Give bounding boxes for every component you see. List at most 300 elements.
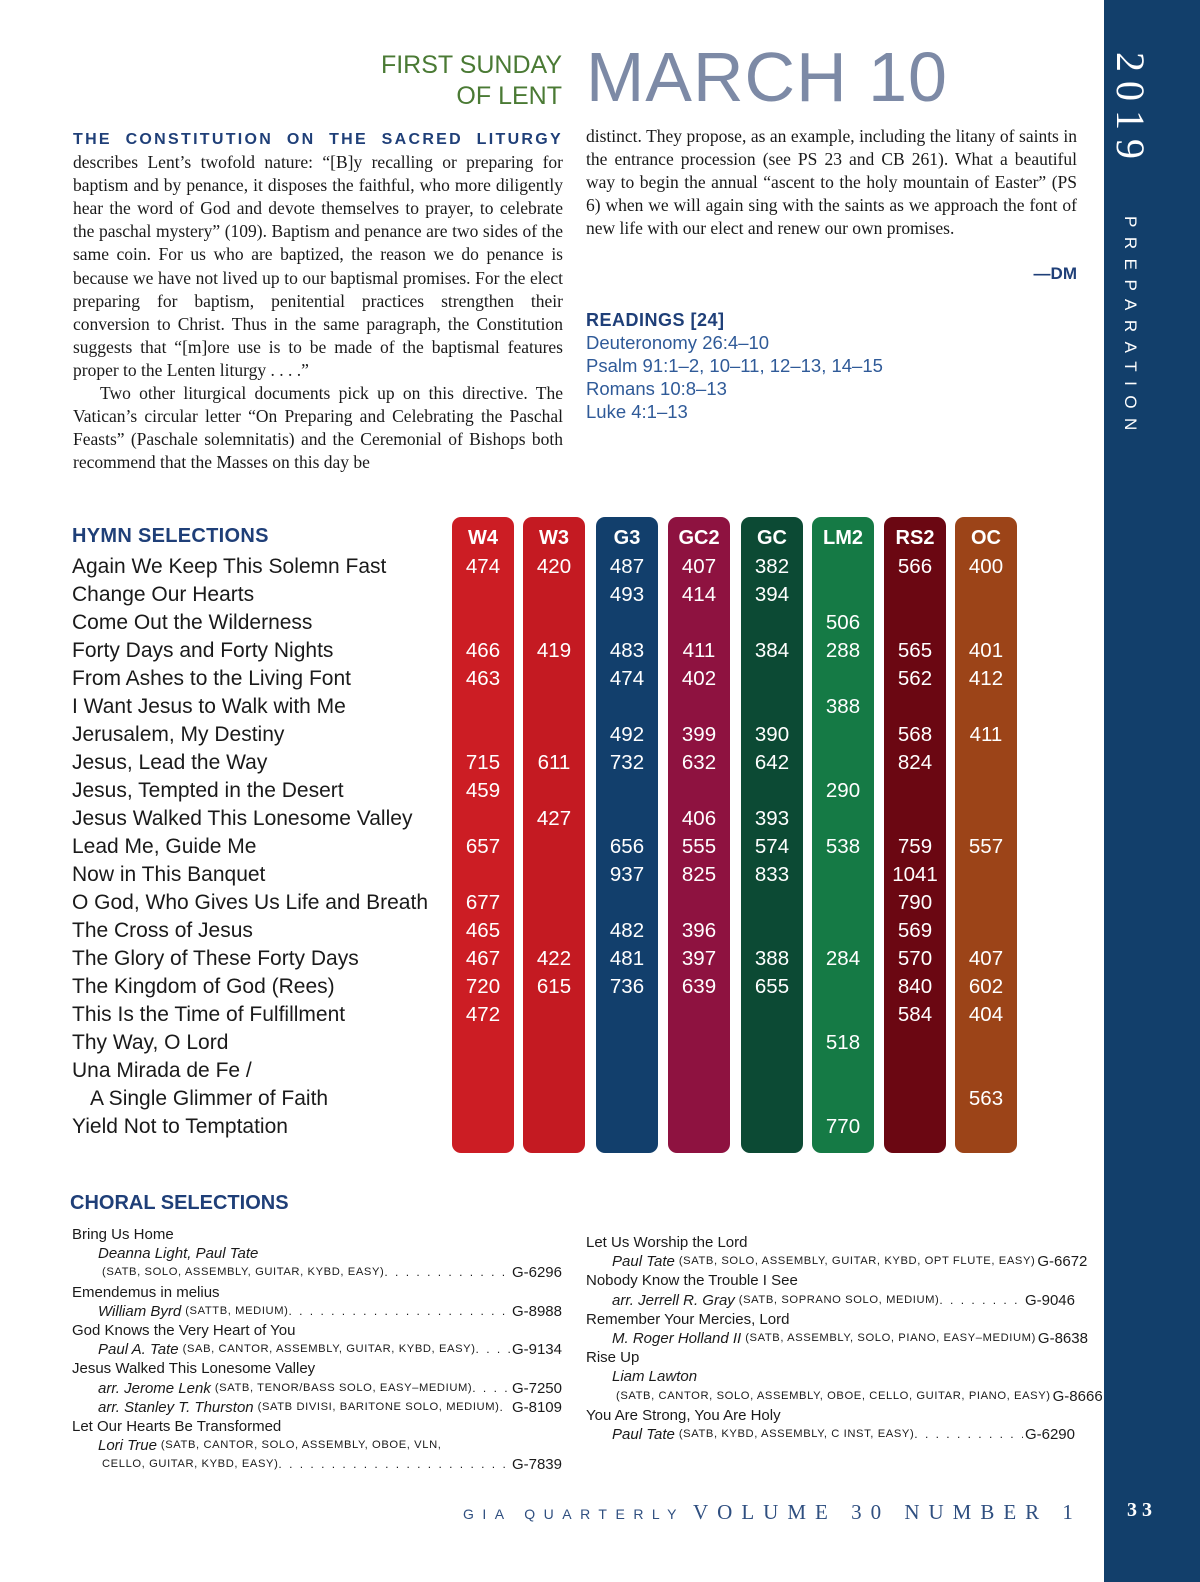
choral-composer-line	[72, 1379, 562, 1398]
dot-leader	[278, 1455, 510, 1474]
hymn-number-cell: 563	[968, 1087, 1004, 1110]
hymnal-column-w4	[452, 517, 514, 1153]
hymn-title: Jesus, Lead the Way	[72, 751, 268, 774]
hymn-number-cell: 584	[897, 1003, 933, 1026]
hymn-number-cell: 720	[465, 975, 501, 998]
hymn-number-cell: 459	[465, 779, 501, 802]
reading-item: Deuteronomy 26:4–10	[586, 332, 770, 354]
hymn-title: Jesus Walked This Lonesome Valley	[72, 807, 413, 830]
hymn-number-cell: 602	[968, 975, 1004, 998]
readings-heading: READINGS [24]	[586, 310, 725, 331]
choral-composer-line	[586, 1367, 1075, 1386]
commentary-right-column	[586, 125, 1077, 423]
hymn-number-cell	[884, 1057, 946, 1085]
hymn-number-cell: 840	[897, 975, 933, 998]
dot-leader	[499, 1398, 509, 1417]
hymn-title: A Single Glimmer of Faith	[90, 1087, 329, 1110]
hymn-number-cell: 393	[754, 807, 790, 830]
choral-composer-line	[586, 1425, 1075, 1444]
commentary-paragraph-1-text: describes Lent’s twofold nature: “[B]y recalling or preparing for baptism and by penance, it disposes the faithful, who more diligently hear the word of God and devote themselves to prayer, to celebrate the paschal mystery” (109). Baptism and penance are two sides of the same coin. For us who are baptized, the reason we do penance is because we have not lived up to our baptismal promises. For the elect preparing for baptism, penitential practices strengthen their conversion to Christ. Thus in the same paragraph, the Constitution suggests that “[m]ore use is to be made of the baptismal features proper to the Lenten liturgy . . . .”	[73, 152, 563, 380]
hymn-title: Now in This Banquet	[72, 863, 266, 886]
hymn-number-cell	[596, 1113, 658, 1141]
choral-voicing-details: (SATB, SOLO, ASSEMBLY, GUITAR, KYBD, OPT FLUTE, EASY)	[678, 1255, 1036, 1268]
hymn-number-cell	[523, 609, 585, 637]
hymn-number-cell: 411	[969, 723, 1003, 746]
hymn-title: Jerusalem, My Destiny	[72, 723, 285, 746]
hymn-number-cell: 566	[897, 555, 933, 578]
hymn-title: O God, Who Gives Us Life and Breath	[72, 891, 428, 914]
hymnal-column-lm2	[812, 517, 874, 1153]
choral-composer: Paul Tate	[612, 1253, 675, 1271]
hymn-number-cell: 400	[968, 555, 1004, 578]
choral-voicing-details: (SATB, CANTOR, SOLO, ASSEMBLY, OBOE, CELLO, GUITAR, PIANO, EASY)	[616, 1389, 1051, 1402]
hymn-number-cell	[955, 1113, 1017, 1141]
hymn-number-cell	[668, 693, 730, 721]
hymn-number-cell	[812, 1057, 874, 1085]
hymn-number-cell	[812, 917, 874, 945]
hymn-number-cell: 399	[681, 723, 717, 746]
hymn-title: Yield Not to Temptation	[72, 1115, 288, 1138]
hymn-number-cell: 463	[465, 667, 501, 690]
liturgical-day-title	[330, 50, 562, 112]
hymn-number-cell	[596, 1057, 658, 1085]
choral-voicing-details: (SAB, CANTOR, ASSEMBLY, GUITAR, KYBD, EASY)	[182, 1343, 476, 1356]
choral-composer-line	[72, 1436, 562, 1455]
hymn-number-cell: 790	[897, 891, 933, 914]
hymn-number-cell: 481	[609, 947, 645, 970]
footer-publication: GIA QUARTERLY	[463, 1506, 686, 1522]
hymn-number-cell: 407	[681, 555, 717, 578]
hymn-number-cell: 824	[897, 751, 933, 774]
choral-composer: M. Roger Holland II	[612, 1329, 742, 1347]
hymn-number-cell: 555	[681, 835, 717, 858]
hymn-number-cell: 492	[609, 723, 645, 746]
hymn-title: From Ashes to the Living Font	[72, 667, 351, 690]
choral-composer: arr. Stanley T. Thurston	[98, 1398, 254, 1416]
choral-catalog-number: G-6296	[511, 1264, 562, 1282]
dot-leader	[288, 1302, 509, 1321]
hymn-number-cell	[955, 1029, 1017, 1057]
choral-catalog-number: G-7839	[511, 1456, 562, 1474]
hymnal-column-oc	[955, 517, 1017, 1153]
choral-detail-line	[72, 1455, 562, 1474]
hymnal-column-header: OC	[971, 527, 1001, 549]
readings-list	[586, 331, 1077, 423]
choral-catalog-number: G-6290	[1024, 1425, 1075, 1443]
choral-composer: Lori True	[98, 1437, 157, 1455]
hymn-title: Forty Days and Forty Nights	[72, 639, 334, 662]
hymn-number-cell: 759	[897, 835, 933, 858]
hymn-number-cell	[668, 1001, 730, 1029]
choral-composer-line	[72, 1244, 562, 1263]
hymn-number-cell: 474	[609, 667, 645, 690]
hymnal-column-gc2	[668, 517, 730, 1153]
commentary-paragraph-2	[73, 382, 563, 474]
choral-title: You Are Strong, You Are Holy	[586, 1406, 781, 1424]
hymn-number-cell	[955, 805, 1017, 833]
liturgical-day-line-1: FIRST SUNDAY	[380, 51, 562, 79]
page-number: 33	[1127, 1499, 1157, 1521]
hymn-number-cell	[452, 609, 514, 637]
hymn-number-cell: 611	[537, 751, 571, 774]
choral-catalog-number: G-9046	[1024, 1291, 1075, 1309]
hymn-number-cell: 615	[536, 975, 572, 998]
hymn-number-cell	[812, 665, 874, 693]
hymn-number-cell	[955, 1057, 1017, 1085]
side-band	[1104, 0, 1200, 1582]
choral-composer: Liam Lawton	[612, 1368, 698, 1386]
hymn-number-cell	[955, 917, 1017, 945]
hymn-number-cell	[668, 1057, 730, 1085]
dot-leader	[472, 1379, 510, 1398]
hymn-number-cell: 569	[897, 919, 933, 942]
hymn-number-cell	[955, 749, 1017, 777]
hymn-number-cell	[955, 861, 1017, 889]
hymn-number-cell	[523, 581, 585, 609]
choral-title: Rise Up	[586, 1349, 640, 1367]
hymnal-column-header: GC	[757, 527, 787, 549]
choral-composer-line	[72, 1302, 562, 1321]
hymn-number-cell	[741, 665, 803, 693]
hymnal-column-header: W4	[468, 527, 498, 549]
hymn-number-cell	[955, 693, 1017, 721]
hymn-title: The Kingdom of God (Rees)	[72, 975, 335, 998]
hymn-number-cell	[523, 777, 585, 805]
hymn-number-cell: 570	[897, 947, 933, 970]
hymn-number-cell: 655	[754, 975, 790, 998]
hymn-number-cell	[523, 693, 585, 721]
hymn-number-cell	[884, 805, 946, 833]
hymn-number-cell: 483	[609, 639, 645, 662]
hymn-number-cell: 284	[825, 947, 861, 970]
choral-selections-heading: CHORAL SELECTIONS	[70, 1192, 289, 1214]
hymn-number-cell	[523, 833, 585, 861]
hymn-title: The Cross of Jesus	[72, 919, 253, 942]
choral-title: God Knows the Very Heart of You	[72, 1321, 296, 1339]
hymnal-column-gc	[741, 517, 803, 1153]
dot-leader	[384, 1263, 510, 1282]
choral-catalog-number: G-8109	[511, 1398, 562, 1416]
choral-left-column	[72, 1225, 562, 1474]
hymn-number-cell: 632	[681, 751, 717, 774]
hymn-number-cell	[884, 1085, 946, 1113]
hymn-number-cell: 568	[897, 723, 933, 746]
hymn-number-cell: 411	[682, 639, 716, 662]
reading-item: Romans 10:8–13	[586, 378, 727, 400]
hymn-number-cell: 401	[968, 639, 1004, 662]
choral-voicing-details: (SATB, SOPRANO SOLO, MEDIUM)	[738, 1293, 940, 1306]
hymn-number-cell	[596, 805, 658, 833]
hymn-number-cell	[812, 973, 874, 1001]
hymn-number-cell	[812, 1001, 874, 1029]
hymnal-column-w3	[523, 517, 585, 1153]
hymn-number-cell	[596, 1001, 658, 1029]
hymn-number-cell: 639	[681, 975, 717, 998]
choral-voicing-details: (SATB, ASSEMBLY, SOLO, PIANO, EASY–MEDIUM)	[745, 1331, 1036, 1344]
choral-right-column	[586, 1233, 1103, 1444]
hymn-number-cell	[523, 1001, 585, 1029]
choral-composer-line	[586, 1291, 1075, 1310]
hymn-number-cell	[523, 665, 585, 693]
hymn-number-cell	[884, 693, 946, 721]
hymn-number-cell: 467	[465, 947, 501, 970]
hymn-number-cell	[812, 861, 874, 889]
choral-composer: Paul Tate	[612, 1425, 675, 1443]
hymn-number-cell: 474	[465, 555, 501, 578]
choral-voicing-details: (SATTB, MEDIUM)	[185, 1304, 289, 1317]
hymn-number-cell	[741, 1085, 803, 1113]
band-section-text: PREPARATION	[1121, 216, 1140, 440]
hymn-selections-heading: HYMN SELECTIONS	[72, 525, 269, 547]
hymn-number-cell	[523, 1057, 585, 1085]
hymn-title: Jesus, Tempted in the Desert	[72, 779, 344, 802]
hymn-number-cell: 732	[609, 751, 645, 774]
hymn-number-cell: 384	[754, 639, 790, 662]
hymn-number-cell	[884, 1113, 946, 1141]
choral-voicing-details: (SATB, KYBD, ASSEMBLY, C INST, EASY)	[678, 1427, 915, 1440]
choral-composer-line	[586, 1252, 1088, 1271]
hymn-number-cell	[523, 889, 585, 917]
hymn-number-cell: 466	[465, 639, 501, 662]
hymn-number-cell	[812, 721, 874, 749]
choral-composer: William Byrd	[98, 1302, 182, 1320]
hymn-number-cell: 557	[968, 835, 1004, 858]
choral-title: Let Our Hearts Be Transformed	[72, 1417, 282, 1435]
hymn-number-cell: 420	[536, 555, 572, 578]
choral-title: Nobody Know the Trouble I See	[586, 1272, 798, 1290]
hymn-number-cell	[523, 917, 585, 945]
hymn-number-cell	[884, 777, 946, 805]
footer-volume: VOLUME 30 NUMBER 1	[693, 1500, 1082, 1524]
hymnal-column-header: RS2	[895, 527, 935, 549]
hymn-number-cell	[452, 1113, 514, 1141]
hymn-number-cell	[812, 749, 874, 777]
hymn-number-cell: 825	[681, 863, 717, 886]
hymn-number-cell: 562	[897, 667, 933, 690]
choral-catalog-number: G-9134	[511, 1341, 562, 1359]
hymn-number-cell	[741, 1029, 803, 1057]
hymn-number-cell: 1041	[892, 863, 938, 886]
hymn-number-cell	[523, 1085, 585, 1113]
choral-title: Jesus Walked This Lonesome Valley	[72, 1360, 316, 1378]
hymn-number-cell	[955, 777, 1017, 805]
hymn-number-cell: 390	[754, 723, 790, 746]
hymn-number-cell	[452, 693, 514, 721]
band-year	[1108, 52, 1168, 212]
hymnal-column-rs2	[884, 517, 946, 1153]
hymn-number-cell: 770	[825, 1115, 861, 1138]
liturgical-day-line-2: OF LENT	[456, 82, 562, 110]
hymn-number-cell: 574	[754, 835, 790, 858]
hymn-title-list	[72, 553, 428, 1141]
choral-title: Bring Us Home	[72, 1226, 174, 1243]
hymn-number-cell	[668, 609, 730, 637]
hymn-number-cell: 657	[465, 835, 501, 858]
hymn-number-cell: 397	[681, 947, 717, 970]
hymn-number-cell	[955, 609, 1017, 637]
choral-catalog-number: G-8988	[511, 1302, 562, 1320]
hymn-number-cell: 394	[754, 583, 790, 606]
hymn-number-cell	[884, 581, 946, 609]
hymn-number-cell	[741, 1057, 803, 1085]
hymn-number-cell: 465	[465, 919, 501, 942]
hymn-number-cell	[741, 777, 803, 805]
hymn-number-cell	[812, 581, 874, 609]
hymn-number-cell	[812, 889, 874, 917]
hymnal-column-header: G3	[613, 527, 641, 549]
hymn-number-cell	[596, 1029, 658, 1057]
hymn-number-cell: 472	[465, 1003, 501, 1026]
hymn-number-cell	[668, 777, 730, 805]
footer	[463, 1500, 1082, 1525]
hymn-number-cell: 736	[609, 975, 645, 998]
choral-voicing-details: (SATB, TENOR/BASS SOLO, EASY–MEDIUM)	[214, 1381, 473, 1394]
hymn-number-cell	[668, 1029, 730, 1057]
hymn-number-cell: 382	[754, 555, 790, 578]
hymn-number-cell	[452, 1029, 514, 1057]
hymn-number-cell: 642	[754, 751, 790, 774]
choral-catalog-number: G-6672	[1037, 1253, 1088, 1271]
hymn-number-cell: 487	[609, 555, 645, 578]
hymn-number-cell: 715	[465, 751, 501, 774]
choral-catalog-number: G-8638	[1037, 1329, 1088, 1347]
hymn-number-cell	[668, 1085, 730, 1113]
hymnal-column-header: GC2	[678, 527, 720, 549]
hymn-number-cell	[741, 917, 803, 945]
hymn-number-cell	[523, 721, 585, 749]
hymn-number-cell: 406	[681, 807, 717, 830]
hymn-title: The Glory of These Forty Days	[72, 947, 359, 970]
hymn-number-cell	[452, 805, 514, 833]
hymn-number-cell: 565	[897, 639, 933, 662]
hymn-number-cell	[596, 889, 658, 917]
hymn-number-cell: 388	[825, 695, 861, 718]
choral-title: Let Us Worship the Lord	[586, 1234, 748, 1251]
date-title: MARCH 10	[586, 38, 948, 116]
hymn-number-cell	[741, 609, 803, 637]
reading-item: Luke 4:1–13	[586, 401, 688, 423]
choral-voicing-details: (SATB, CANTOR, SOLO, ASSEMBLY, OBOE, VLN,	[160, 1439, 442, 1452]
hymn-number-cell	[812, 1085, 874, 1113]
hymn-number-cell	[452, 1085, 514, 1113]
dot-leader	[476, 1340, 510, 1359]
hymn-title: Again We Keep This Solemn Fast	[72, 555, 387, 578]
choral-detail-line	[72, 1263, 562, 1282]
hymn-number-cell: 422	[536, 947, 572, 970]
hymn-number-cell	[452, 581, 514, 609]
choral-composer-line	[72, 1340, 562, 1359]
hymn-number-cell: 518	[825, 1031, 861, 1054]
hymn-number-cell	[596, 609, 658, 637]
choral-title: Remember Your Mercies, Lord	[586, 1310, 790, 1328]
hymn-number-cell: 482	[609, 919, 645, 942]
hymn-number-cell: 833	[754, 863, 790, 886]
hymn-title: This Is the Time of Fulfillment	[72, 1003, 346, 1026]
hymn-title: Lead Me, Guide Me	[72, 835, 257, 858]
hymn-number-cell	[596, 1085, 658, 1113]
hymn-number-cell	[955, 889, 1017, 917]
commentary-paragraph-2-text: Two other liturgical documents pick up on this directive. The Vatican’s circular letter “On Preparing and Celebrating the Paschal Feasts” (Paschale solemnitatis) and the Ceremonial of Bishops both recommend that the Masses on this day be	[73, 383, 563, 473]
hymn-number-cell: 414	[681, 583, 717, 606]
hymnal-column-header: W3	[539, 527, 569, 549]
choral-composer: arr. Jerome Lenk	[98, 1379, 211, 1397]
hymn-number-cell	[596, 777, 658, 805]
choral-voicing-details: (SATB DIVISI, BARITONE SOLO, MEDIUM)	[257, 1400, 500, 1413]
hymn-number-cell	[523, 1029, 585, 1057]
choral-composer: Deanna Light, Paul Tate	[98, 1245, 259, 1263]
hymn-number-cell	[884, 1029, 946, 1057]
hymn-number-cell	[741, 693, 803, 721]
hymn-title: Thy Way, O Lord	[72, 1031, 229, 1054]
commentary-left-column	[73, 127, 563, 474]
hymn-number-cell	[452, 1057, 514, 1085]
choral-detail-line	[586, 1387, 1103, 1406]
hymn-title: Come Out the Wilderness	[72, 611, 313, 634]
hymn-number-cell: 538	[825, 835, 861, 858]
hymn-number-cell: 506	[825, 611, 861, 634]
choral-catalog-number: G-8666	[1052, 1387, 1103, 1405]
hymn-number-cell	[741, 1001, 803, 1029]
hymn-number-cell: 412	[968, 667, 1004, 690]
hymn-title: Una Mirada de Fe /	[72, 1059, 252, 1082]
hymn-number-cell	[741, 1113, 803, 1141]
dot-leader	[914, 1425, 1023, 1444]
hymn-number-cell	[452, 861, 514, 889]
hymn-number-cell	[884, 609, 946, 637]
commentary-signature: —DM	[1033, 264, 1077, 284]
hymn-number-cell	[668, 1113, 730, 1141]
hymnal-column-header: LM2	[823, 527, 863, 549]
choral-voicing-details: (SATB, SOLO, ASSEMBLY, GUITAR, KYBD, EASY)	[102, 1266, 385, 1279]
choral-voicing-details: CELLO, GUITAR, KYBD, EASY)	[102, 1458, 279, 1471]
choral-composer-line	[72, 1398, 562, 1417]
hymn-number-cell: 388	[754, 947, 790, 970]
commentary-lead: THE CONSTITUTION ON THE SACRED LITURGY	[73, 131, 563, 148]
band-year-text: 2019	[1108, 52, 1153, 168]
hymn-title: I Want Jesus to Walk with Me	[72, 695, 346, 718]
hymn-number-cell: 396	[681, 919, 717, 942]
hymn-number-cell	[523, 1113, 585, 1141]
hymn-number-cell	[955, 581, 1017, 609]
choral-catalog-number: G-7250	[511, 1379, 562, 1397]
hymn-number-cell	[523, 861, 585, 889]
hymn-number-cell	[452, 721, 514, 749]
hymn-number-cell	[812, 805, 874, 833]
choral-composer: Paul A. Tate	[98, 1341, 179, 1359]
hymn-title: Change Our Hearts	[72, 583, 255, 606]
hymn-number-cell	[741, 889, 803, 917]
hymn-number-cell: 402	[681, 667, 717, 690]
commentary-paragraph-1	[73, 127, 563, 382]
dot-leader	[939, 1291, 1023, 1310]
hymn-number-cell: 937	[609, 863, 645, 886]
choral-composer-line	[586, 1329, 1088, 1348]
hymn-number-cell: 419	[536, 639, 572, 662]
hymn-number-cell: 288	[825, 639, 861, 662]
reading-item: Psalm 91:1–2, 10–11, 12–13, 14–15	[586, 355, 883, 377]
hymn-number-cell: 404	[968, 1003, 1004, 1026]
hymn-number-cell: 493	[609, 583, 645, 606]
choral-composer: arr. Jerrell R. Gray	[612, 1291, 735, 1309]
hymn-number-cell	[812, 553, 874, 581]
hymn-number-cell: 407	[968, 947, 1004, 970]
choral-title: Emendemus in melius	[72, 1283, 220, 1301]
hymn-number-cell: 290	[825, 779, 861, 802]
hymn-number-cell	[596, 693, 658, 721]
hymn-number-cell	[668, 889, 730, 917]
hymn-number-cell: 427	[536, 807, 572, 830]
hymn-number-cell: 677	[465, 891, 501, 914]
